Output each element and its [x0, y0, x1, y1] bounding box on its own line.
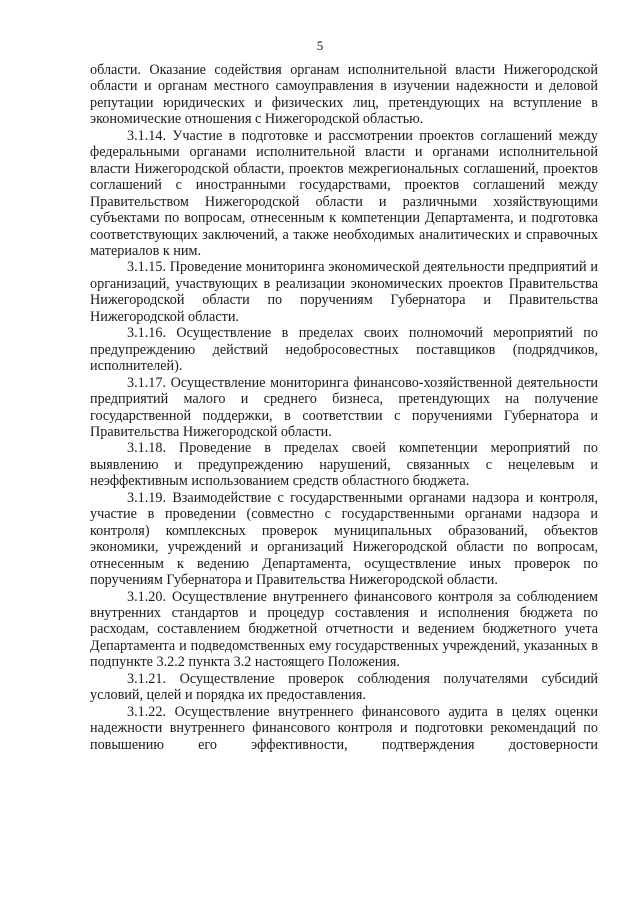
paragraph-3-1-20: 3.1.20. Осуществление внутреннего финансового контроля за соблюдением внутренних стандартов и процедур составления и исполнения бюджета по расходам, составлением бюджетной отчетности и ведением бюджетного учета Департамента и подведомственных ему государственных учреждений, указанных в подпункте 3.2.2 пункта 3.2 настоящего Положения. [90, 588, 598, 671]
paragraph-3-1-21: 3.1.21. Осуществление проверок соблюдения получателями субсидий условий, целей и порядка их предоставления. [90, 670, 598, 704]
paragraph-3-1-15: 3.1.15. Проведение мониторинга экономической деятельности предприятий и организаций, участвующих в реализации экономических проектов Правительства Нижегородской области по поручениям Губернатора и Правительства Нижегородской области. [90, 259, 598, 325]
paragraph-3-1-16: 3.1.16. Осуществление в пределах своих полномочий мероприятий по предупреждению действий недобросовестных поставщиков (подрядчиков, исполнителей). [90, 325, 598, 375]
paragraph-continuation: области. Оказание содействия органам исполнительной власти Нижегородской области и органам местного самоуправления в изучении надежности и деловой репутации юридических и физических лиц, претендующих на вступление в экономические отношения с Нижегородской областью. [90, 62, 598, 128]
paragraph-3-1-17: 3.1.17. Осуществление мониторинга финансово-хозяйственной деятельности предприятий малого и среднего бизнеса, претендующих на получение государственной поддержки, в соответствии с поручениями Губернатора и Правительства Нижегородской области. [90, 374, 598, 440]
document-body [90, 62, 598, 753]
page-number: 5 [316, 38, 324, 53]
paragraph-3-1-22: 3.1.22. Осуществление внутреннего финансового аудита в целях оценки надежности внутреннего финансового контроля и подготовки рекомендаций по повышению его эффективности, подтверждения достоверности [90, 703, 598, 753]
paragraph-3-1-19: 3.1.19. Взаимодействие с государственными органами надзора и контроля, участие в проведении (совместно с государственными органами надзора и контроля) комплексных проверок муниципальных образований, объектов экономики, учреждений и организаций Нижегородской области по вопросам, отнесенным к ведению Департамента, осуществление иных проверок по поручениям Губернатора и Правительства Нижегородской области. [90, 489, 598, 589]
paragraph-3-1-14: 3.1.14. Участие в подготовке и рассмотрении проектов соглашений между федеральными органами исполнительной власти и органами исполнительной власти Нижегородской области, проектов межрегиональных соглашений, проектов соглашений с иностранными государствами, проектов соглашений между Правительством Нижегородской области и различными хозяйствующими субъектами по вопросам, отнесенным к компетенции Департамента, и подготовка соответствующих заключений, а также необходимых аналитических и справочных материалов к ним. [90, 127, 598, 259]
paragraph-3-1-18: 3.1.18. Проведение в пределах своей компетенции мероприятий по выявлению и предупреждению нарушений, связанных с нецелевым и неэффективным использованием средств областного бюджета. [90, 440, 598, 490]
